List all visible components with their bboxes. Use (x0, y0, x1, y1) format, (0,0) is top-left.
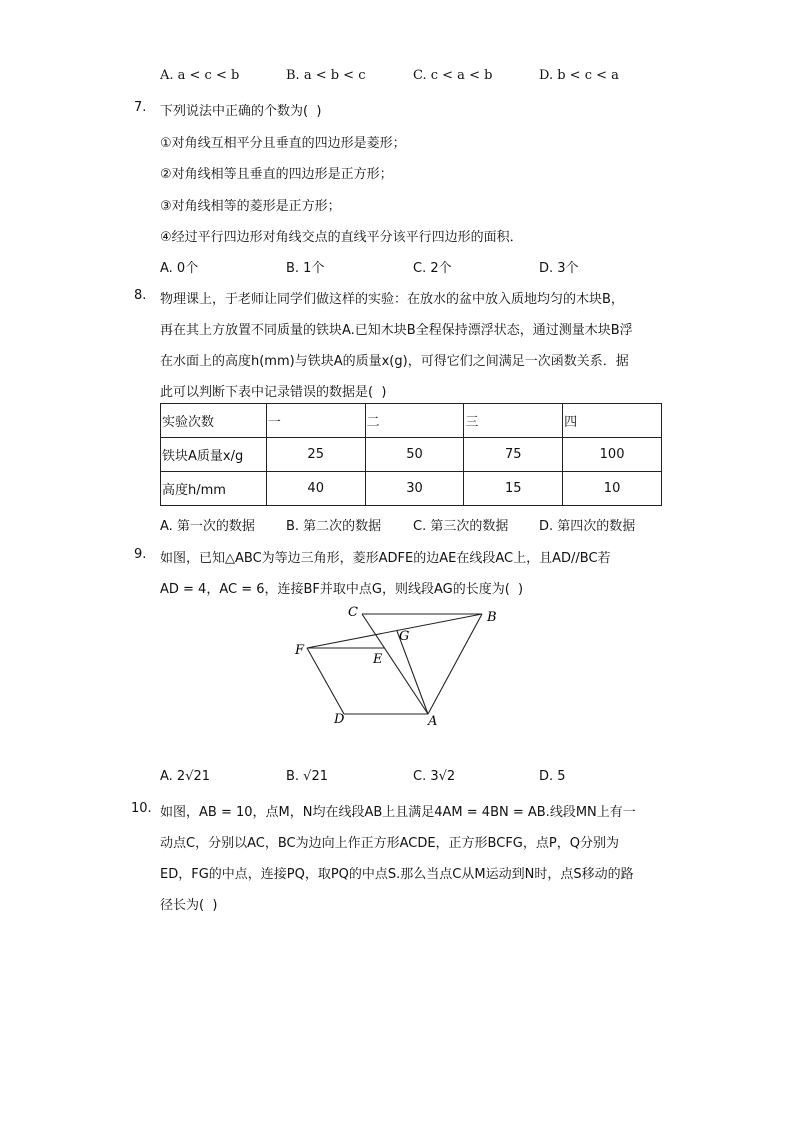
table-header-cell: 一 (266, 404, 365, 438)
table-cell: 100 (563, 438, 662, 472)
table-header-cell: 实验次数 (161, 404, 267, 438)
table-header-cell: 四 (563, 404, 662, 438)
q7-item-4: ④经过平行四边形对角线交点的直线平分该平行四边形的面积． (160, 230, 523, 245)
q6-option-a: A. a < c < b (160, 68, 240, 83)
q9-option-a: A. 2√21 (160, 769, 211, 784)
table-cell: 30 (365, 472, 464, 506)
q6-option-d: D. b < c < a (539, 68, 619, 83)
q9-number: 9. (134, 547, 147, 562)
table-cell: 40 (266, 472, 365, 506)
q7-item-1: ①对角线互相平分且垂直的四边形是菱形； (160, 136, 406, 151)
point-label-f: F (295, 643, 305, 658)
point-label-c: C (348, 605, 358, 620)
table-row (161, 472, 662, 506)
segment-fb (307, 614, 482, 648)
q10-line-2: 动点C，分别以AC，BC为边向上作正方形ACDE，正方形BCFG，点P，Q分别为 (160, 836, 619, 851)
point-label-b: B (487, 610, 497, 625)
table-row (161, 404, 662, 438)
q6-option-c: C. c < a < b (413, 68, 493, 83)
q8-line-2: 再在其上方放置不同质量的铁块A.已知木块B全程保持漂浮状态，通过测量木块B浮 (160, 323, 633, 338)
table-cell: 25 (266, 438, 365, 472)
q10-number: 10. (131, 801, 152, 816)
q8-line-3: 在水面上的高度h(mm)与铁块A的质量x(g)，可得它们之间满足一次函数关系．据 (160, 354, 629, 369)
q9-option-c: C. 3√2 (413, 769, 456, 784)
table-cell: 50 (365, 438, 464, 472)
q8-data-table (160, 403, 662, 506)
table-row-label: 高度h/mm (161, 472, 267, 506)
q10-line-1: 如图，AB = 10，点M，N均在线段AB上且满足4AM = 4BN = AB.线段MN上有一 (160, 805, 636, 820)
q8-number: 8. (134, 288, 147, 303)
q8-option-d: D. 第四次的数据 (539, 519, 636, 534)
q6-option-b: B. a < b < c (286, 68, 366, 83)
table-row-label: 铁块A质量x/g (161, 438, 267, 472)
q7-option-a: A. 0个 (160, 261, 199, 276)
q7-item-3: ③对角线相等的菱形是正方形； (160, 199, 341, 214)
point-label-a: A (428, 714, 438, 729)
q10-line-4: 径长为( ) (160, 898, 218, 913)
q9-option-b: B. √21 (286, 769, 329, 784)
segment-df (307, 648, 344, 714)
point-label-g: G (399, 629, 410, 644)
q7-option-b: B. 1个 (286, 261, 325, 276)
point-label-e: E (373, 652, 383, 667)
q7-stem: 下列说法中正确的个数为( ) (160, 104, 322, 119)
q8-option-c: C. 第三次的数据 (413, 519, 509, 534)
q9-geometry-figure (280, 600, 510, 735)
q9-option-d: D. 5 (539, 769, 566, 784)
table-header-cell: 二 (365, 404, 464, 438)
q7-option-d: D. 3个 (539, 261, 579, 276)
q9-line-2: AD = 4，AC = 6，连接BF并取中点G，则线段AG的长度为( ) (160, 582, 524, 597)
segment-ca (362, 614, 428, 714)
q8-line-1: 物理课上，于老师让同学们做这样的实验：在放水的盆中放入质地均匀的木块B， (160, 292, 624, 307)
q7-number: 7. (134, 100, 147, 115)
table-cell: 15 (464, 472, 563, 506)
q10-line-3: ED，FG的中点，连接PQ，取PQ的中点S.那么当点C从M运动到N时，点S移动的路 (160, 867, 634, 882)
q7-item-2: ②对角线相等且垂直的四边形是正方形； (160, 167, 393, 182)
q8-line-4: 此可以判断下表中记录错误的数据是( ) (160, 385, 387, 400)
table-cell: 10 (563, 472, 662, 506)
q8-option-b: B. 第二次的数据 (286, 519, 382, 534)
q8-option-a: A. 第一次的数据 (160, 519, 255, 534)
table-row (161, 438, 662, 472)
point-label-d: D (334, 712, 345, 727)
q9-line-1: 如图，已知△ABC为等边三角形，菱形ADFE的边AE在线段AC上，且AD//BC若 (160, 551, 611, 566)
table-header-cell: 三 (464, 404, 563, 438)
table-cell: 75 (464, 438, 563, 472)
q7-option-c: C. 2个 (413, 261, 452, 276)
segment-ba (428, 614, 482, 714)
